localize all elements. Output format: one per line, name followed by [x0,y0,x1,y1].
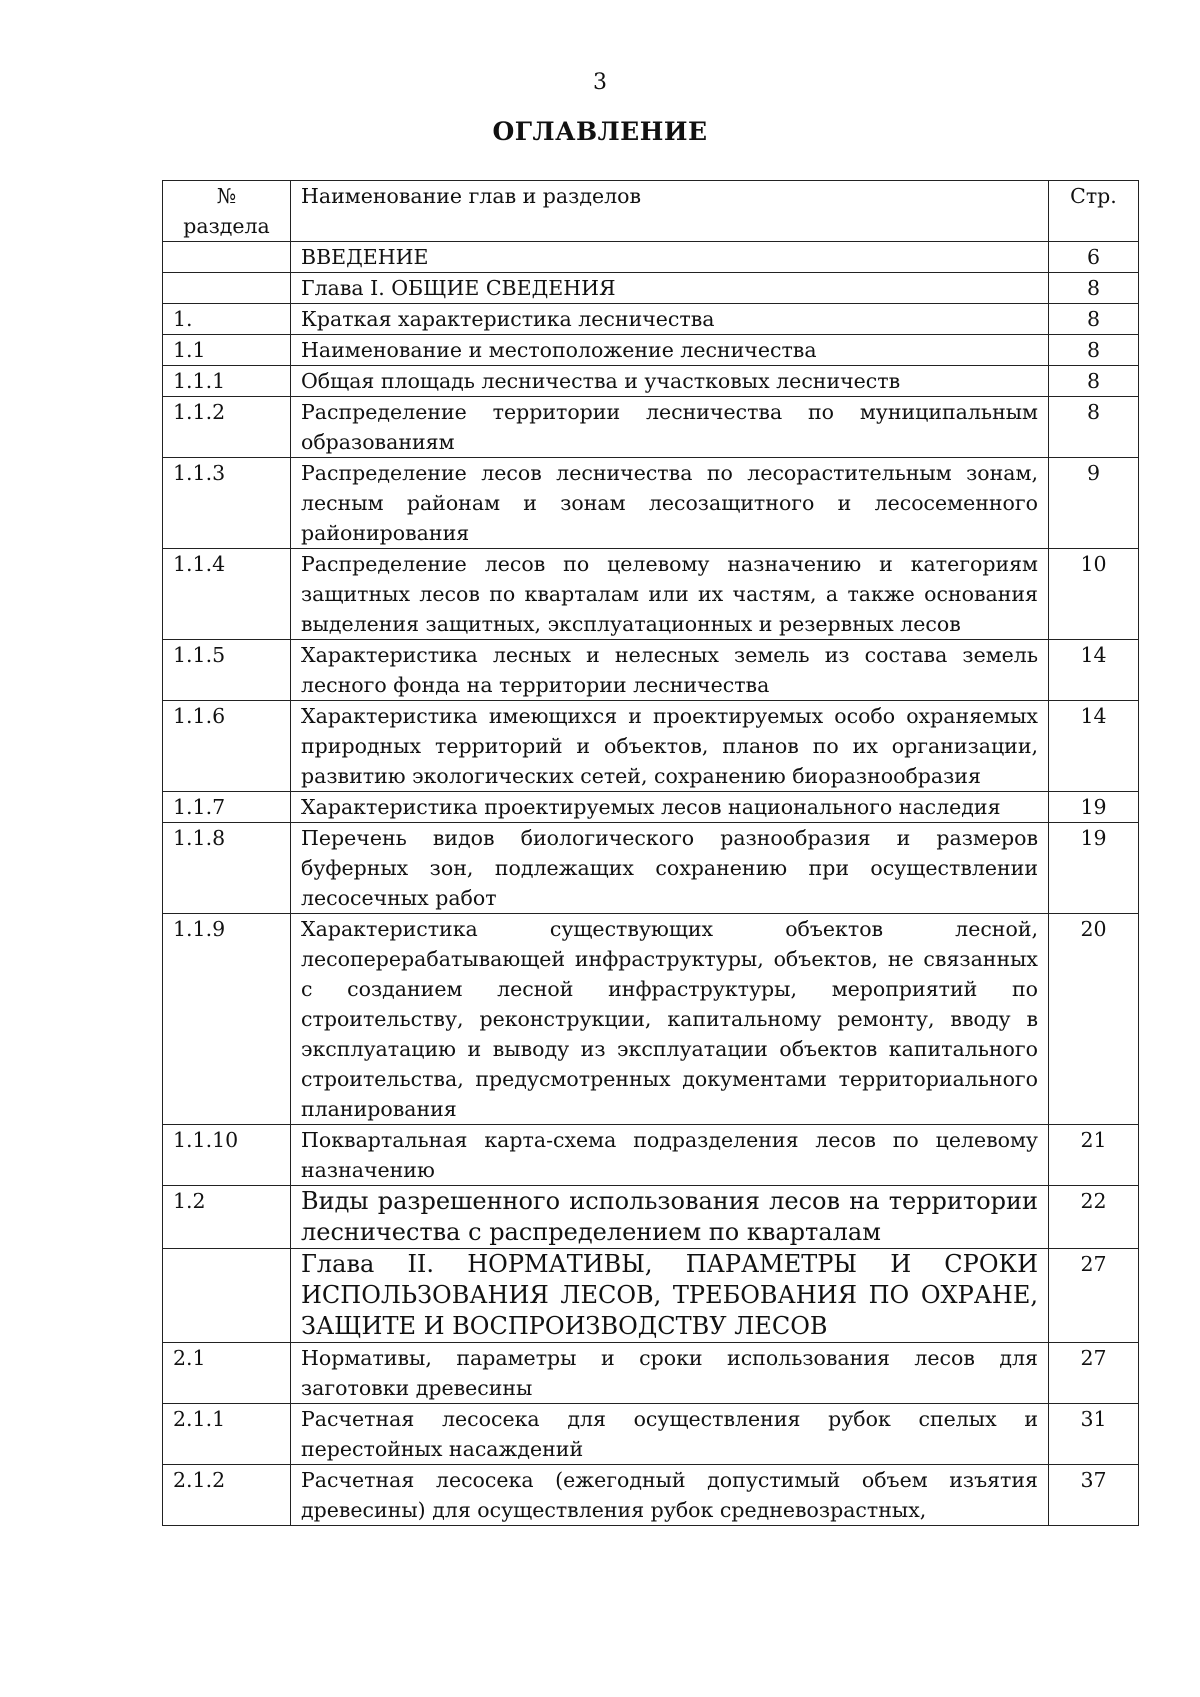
toc-section-number: 1.1.7 [163,792,291,823]
header-section-number [163,181,291,242]
toc-page-number: 31 [1049,1404,1139,1465]
header-number-sign: № [216,184,237,208]
toc-section-number: 1.1.8 [163,823,291,914]
toc-section-number: 1.1.4 [163,549,291,640]
toc-section-name: Наименование и местоположение лесничества [291,335,1049,366]
toc-section-number: 1.1.5 [163,640,291,701]
toc-row [163,366,1139,397]
document-title: ОГЛАВЛЕНИЕ [492,117,708,146]
header-number-word: раздела [183,214,270,238]
toc-row [163,1125,1139,1186]
toc-page-number: 37 [1049,1465,1139,1526]
toc-section-number: 1.1.3 [163,458,291,549]
toc-page-number: 8 [1049,366,1139,397]
toc-row [163,823,1139,914]
toc-section-number: 1.1 [163,335,291,366]
toc-page-number: 8 [1049,397,1139,458]
toc-section-number: 1.2 [163,1186,291,1249]
toc-section-number: 2.1.1 [163,1404,291,1465]
toc-section-name: Глава II. НОРМАТИВЫ, ПАРАМЕТРЫ И СРОКИ ИСПОЛЬЗОВАНИЯ ЛЕСОВ, ТРЕБОВАНИЯ ПО ОХРАНЕ, ЗАЩИТЕ И ВОСПРОИЗВОДСТВУ ЛЕСОВ [291,1249,1049,1343]
toc-page-number: 10 [1049,549,1139,640]
toc-section-name: Глава I. ОБЩИЕ СВЕДЕНИЯ [291,273,1049,304]
toc-page-number: 6 [1049,242,1139,273]
toc-row [163,1404,1139,1465]
toc-page-number: 14 [1049,701,1139,792]
toc-row [163,273,1139,304]
toc-row [163,397,1139,458]
toc-page-number: 27 [1049,1343,1139,1404]
toc-row [163,914,1139,1125]
toc-section-name: Краткая характеристика лесничества [291,304,1049,335]
toc-section-name: ВВЕДЕНИЕ [291,242,1049,273]
toc-section-number: 1. [163,304,291,335]
toc-section-number [163,273,291,304]
toc-section-name: Характеристика существующих объектов лесной, лесоперерабатывающей инфраструктуры, объектов, не связанных с созданием лесной инфраструктуры, мероприятий по строительству, реконструкции, капитальному ремонту, вводу в эксплуатацию и выводу из эксплуатации объектов капитального строительства, предусмотренных документами территориального планирования [291,914,1049,1125]
toc-section-number: 1.1.2 [163,397,291,458]
toc-section-number: 1.1.10 [163,1125,291,1186]
table-of-contents [162,180,1139,1526]
toc-section-name: Характеристика лесных и нелесных земель из состава земель лесного фонда на территории лесничества [291,640,1049,701]
toc-section-number [163,242,291,273]
toc-row [163,335,1139,366]
toc-section-name: Распределение лесов по целевому назначению и категориям защитных лесов по кварталам или их частям, а также основания выделения защитных, эксплуатационных и резервных лесов [291,549,1049,640]
toc-row [163,458,1139,549]
toc-section-number: 1.1.1 [163,366,291,397]
toc-section-name: Расчетная лесосека (ежегодный допустимый объем изъятия древесины) для осуществления рубок средневозрастных, [291,1465,1049,1526]
toc-row [163,1343,1139,1404]
toc-section-name: Виды разрешенного использования лесов на территории лесничества с распределением по кварталам [291,1186,1049,1249]
toc-section-number [163,1249,291,1343]
toc-row [163,1465,1139,1526]
toc-page-number: 21 [1049,1125,1139,1186]
toc-section-name: Перечень видов биологического разнообразия и размеров буферных зон, подлежащих сохранению при осуществлении лесосечных работ [291,823,1049,914]
toc-section-name: Распределение лесов лесничества по лесорастительным зонам, лесным районам и зонам лесозащитного и лесосеменного районирования [291,458,1049,549]
toc-page-number: 8 [1049,335,1139,366]
toc-row [163,792,1139,823]
toc-row [163,242,1139,273]
toc-row [163,701,1139,792]
toc-section-name: Поквартальная карта-схема подразделения лесов по целевому назначению [291,1125,1049,1186]
toc-page-number: 8 [1049,273,1139,304]
toc-row [163,304,1139,335]
toc-section-name: Распределение территории лесничества по муниципальным образованиям [291,397,1049,458]
toc-page-number: 9 [1049,458,1139,549]
toc-row [163,1186,1139,1249]
toc-page-number: 19 [1049,823,1139,914]
toc-page-number: 14 [1049,640,1139,701]
toc-page-number: 20 [1049,914,1139,1125]
page-number: 3 [593,70,607,95]
toc-section-number: 2.1.2 [163,1465,291,1526]
toc-section-name: Характеристика имеющихся и проектируемых особо охраняемых природных территорий и объектов, планов по их организации, развитию экологических сетей, сохранению биоразнообразия [291,701,1049,792]
toc-section-name: Характеристика проектируемых лесов национального наследия [291,792,1049,823]
table-header-row [163,181,1139,242]
toc-section-name: Нормативы, параметры и сроки использования лесов для заготовки древесины [291,1343,1049,1404]
toc-row [163,1249,1139,1343]
toc-section-name: Общая площадь лесничества и участковых лесничеств [291,366,1049,397]
toc-section-number: 1.1.9 [163,914,291,1125]
toc-page-number: 22 [1049,1186,1139,1249]
toc-section-name: Расчетная лесосека для осуществления рубок спелых и перестойных насаждений [291,1404,1049,1465]
toc-section-number: 1.1.6 [163,701,291,792]
toc-page-number: 19 [1049,792,1139,823]
header-section-name: Наименование глав и разделов [291,181,1049,242]
toc-row [163,640,1139,701]
toc-page-number: 8 [1049,304,1139,335]
toc-page-number: 27 [1049,1249,1139,1343]
toc-section-number: 2.1 [163,1343,291,1404]
header-page: Стр. [1049,181,1139,242]
toc-row [163,549,1139,640]
